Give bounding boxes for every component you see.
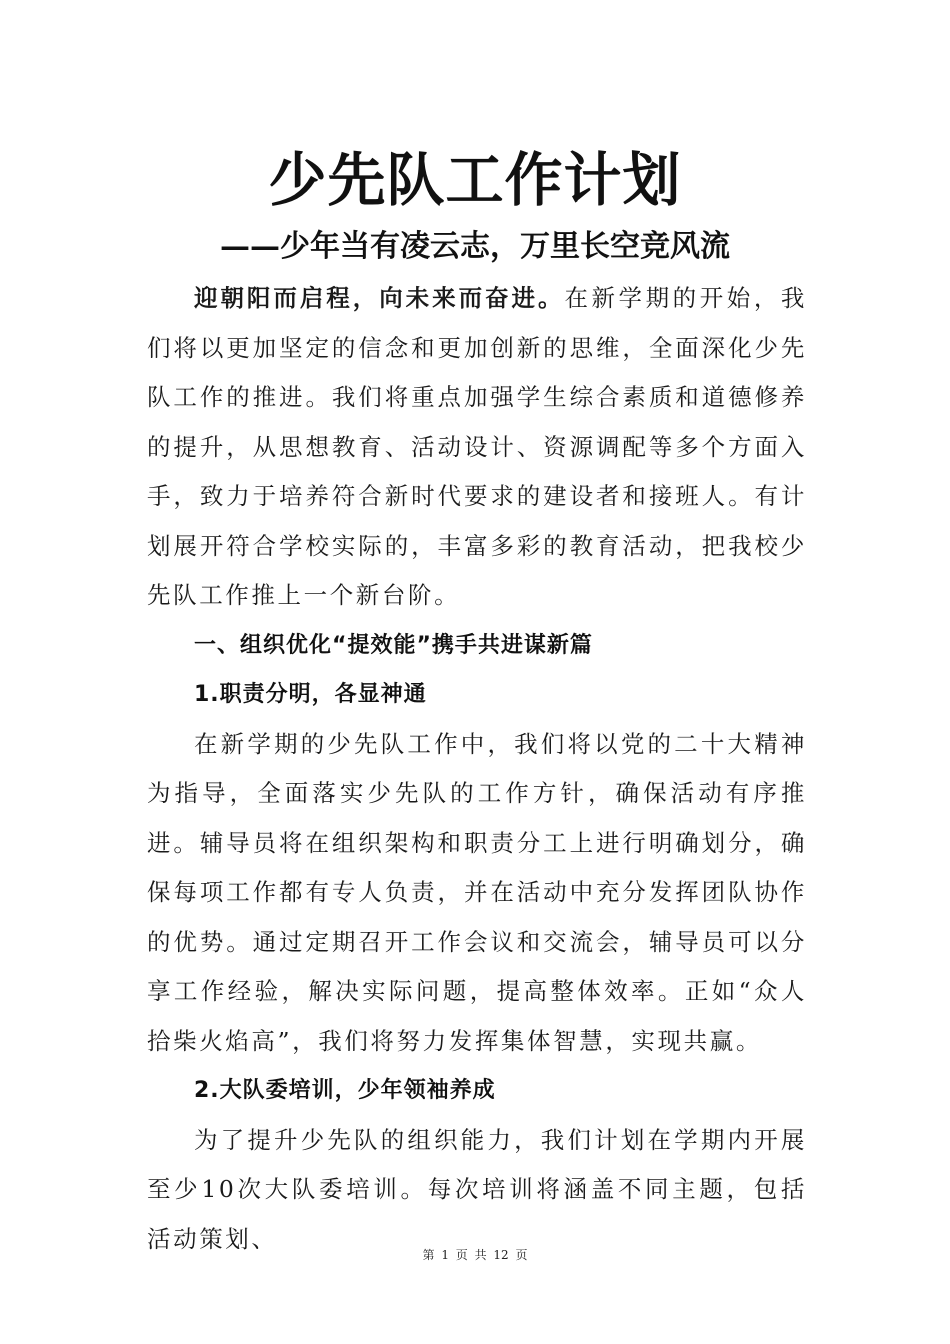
- subsection-paragraph-1-2: 为了提升少先队的组织能力，我们计划在学期内开展至少10次大队委培训。每次培训将涵盖不同主题，包括活动策划、: [147, 1125, 807, 1253]
- subsection-heading-1-2: 2.大队委培训，少年领袖养成: [194, 1078, 496, 1103]
- document-subtitle: ——少年当有凌云志，万里长空竞风流: [220, 229, 730, 264]
- document-title: 少先队工作计划: [268, 146, 682, 214]
- intro-lead: 迎朝阳而启程，向未来而奋进。: [194, 284, 565, 312]
- section-heading-1: 一、组织优化“提效能”携手共进谋新篇: [194, 632, 593, 658]
- page-number-footer: 第 1 页 共 12 页: [422, 1248, 528, 1262]
- intro-text: 在新学期的开始，我们将以更加坚定的信念和更加创新的思维，全面深化少先队工作的推进。我们将重点加强学生综合素质和道德修养的提升，从思想教育、活动设计、资源调配等多个方面入手，致力于培养符合新时代要求的建设者和接班人。有计划展开符合学校实际的，丰富多彩的教育活动，把我校少先队工作推上一个新台阶。: [147, 284, 808, 609]
- document-body: [147, 274, 807, 1264]
- intro-paragraph: [147, 274, 807, 621]
- subsection-paragraph-1-1: 在新学期的少先队工作中，我们将以党的二十大精神为指导，全面落实少先队的工作方针，确保活动有序推进。辅导员将在组织架构和职责分工上进行明确划分，确保每项工作都有专人负责，并在活动中充分发挥团队协作的优势。通过定期召开工作会议和交流会，辅导员可以分享工作经验，解决实际问题，提高整体效率。正如“众人拾柴火焰高”，我们将努力发挥集体智慧，实现共赢。: [147, 729, 807, 1055]
- subsection-heading-1-1: 1.职责分明，各显神通: [194, 682, 427, 707]
